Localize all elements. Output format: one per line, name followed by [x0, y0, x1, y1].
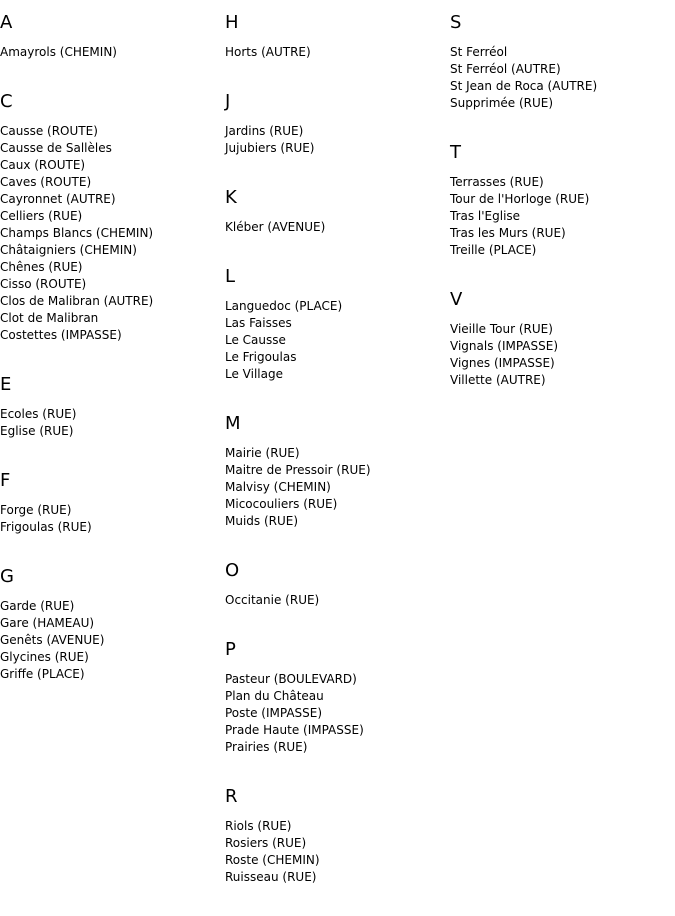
street-list: [0, 502, 225, 536]
street-list: [450, 44, 675, 112]
street-item: Jujubiers (RUE): [225, 141, 315, 155]
street-item: Clot de Malibran: [0, 311, 99, 325]
street-item: Clos de Malibran (AUTRE): [0, 294, 154, 308]
street-item: Ecoles (RUE): [0, 407, 77, 421]
letter-heading: J: [225, 91, 231, 112]
street-item: Tras l'Eglise: [450, 209, 521, 223]
street-item: Vignals (IMPASSE): [450, 339, 559, 353]
street-list: [0, 123, 225, 344]
street-item: Chênes (RUE): [0, 260, 83, 274]
street-item: Glycines (RUE): [0, 650, 89, 664]
letter-group: [225, 266, 450, 383]
street-item: Treille (PLACE): [450, 243, 537, 257]
street-item: St Ferréol: [450, 45, 508, 59]
street-item: Roste (CHEMIN): [225, 853, 320, 867]
street-item: Causse de Sallèles: [0, 141, 112, 155]
letter-heading: E: [0, 374, 12, 395]
street-item: Villette (AUTRE): [450, 373, 546, 387]
letter-group: [225, 413, 450, 530]
letter-heading: R: [225, 786, 238, 807]
index-column-1: [0, 12, 225, 713]
letter-heading: M: [225, 413, 241, 434]
street-item: Amayrols (CHEMIN): [0, 45, 117, 59]
street-item: Cayronnet (AUTRE): [0, 192, 116, 206]
letter-group: [0, 91, 225, 344]
letter-heading: C: [0, 91, 13, 112]
street-item: Rosiers (RUE): [225, 836, 307, 850]
letter-heading: A: [0, 12, 13, 33]
street-item: Forge (RUE): [0, 503, 72, 517]
letter-heading: S: [450, 12, 462, 33]
street-list: [0, 44, 225, 61]
street-item: Mairie (RUE): [225, 446, 300, 460]
street-item: Kléber (AVENUE): [225, 220, 326, 234]
street-list: [0, 598, 225, 683]
letter-heading: F: [0, 470, 11, 491]
street-item: Le Causse: [225, 333, 286, 347]
street-item: Prade Haute (IMPASSE): [225, 723, 364, 737]
letter-group: [0, 374, 225, 440]
street-list: [0, 406, 225, 440]
street-item: Griffe (PLACE): [0, 667, 85, 681]
street-list: [225, 592, 450, 609]
letter-heading: V: [450, 289, 463, 310]
street-list: [225, 445, 450, 530]
street-item: Maitre de Pressoir (RUE): [225, 463, 371, 477]
street-item: Malvisy (CHEMIN): [225, 480, 331, 494]
street-list: [225, 44, 450, 61]
letter-group: [225, 187, 450, 236]
street-item: Occitanie (RUE): [225, 593, 320, 607]
street-item: Le Frigoulas: [225, 350, 297, 364]
street-item: Garde (RUE): [0, 599, 75, 613]
street-item: Ruisseau (RUE): [225, 870, 317, 884]
letter-group: [450, 289, 675, 389]
street-item: Languedoc (PLACE): [225, 299, 343, 313]
letter-heading: G: [0, 566, 14, 587]
letter-heading: P: [225, 639, 236, 660]
letter-group: [225, 12, 450, 61]
street-item: Châtaigniers (CHEMIN): [0, 243, 137, 257]
street-item: Riols (RUE): [225, 819, 292, 833]
index-column-3: [450, 12, 675, 419]
street-item: Frigoulas (RUE): [0, 520, 92, 534]
street-item: Champs Blancs (CHEMIN): [0, 226, 154, 240]
street-list: [225, 298, 450, 383]
street-item: Vignes (IMPASSE): [450, 356, 555, 370]
street-item: Eglise (RUE): [0, 424, 74, 438]
letter-group: [0, 470, 225, 536]
street-item: Prairies (RUE): [225, 740, 308, 754]
street-item: Genêts (AVENUE): [0, 633, 105, 647]
street-item: Horts (AUTRE): [225, 45, 311, 59]
letter-group: [450, 12, 675, 112]
letter-group: [225, 560, 450, 609]
street-item: Vieille Tour (RUE): [450, 322, 553, 336]
letter-group: [450, 142, 675, 259]
street-item: Supprimée (RUE): [450, 96, 554, 110]
street-item: Muids (RUE): [225, 514, 299, 528]
street-list: [225, 818, 450, 886]
letter-group: [0, 12, 225, 61]
street-item: Caves (ROUTE): [0, 175, 92, 189]
street-item: Terrasses (RUE): [450, 175, 544, 189]
street-item: Las Faisses: [225, 316, 292, 330]
street-item: Costettes (IMPASSE): [0, 328, 122, 342]
letter-group: [0, 566, 225, 683]
street-item: Tour de l'Horloge (RUE): [450, 192, 590, 206]
street-item: Gare (HAMEAU): [0, 616, 95, 630]
street-list: [225, 671, 450, 756]
street-item: Pasteur (BOULEVARD): [225, 672, 357, 686]
street-list: [450, 321, 675, 389]
street-list: [450, 174, 675, 259]
letter-heading: L: [225, 266, 236, 287]
index-column-2: [225, 12, 450, 916]
letter-heading: T: [450, 142, 461, 163]
letter-heading: K: [225, 187, 237, 208]
street-item: Cisso (ROUTE): [0, 277, 87, 291]
street-item: Tras les Murs (RUE): [450, 226, 566, 240]
letter-group: [225, 786, 450, 886]
letter-heading: H: [225, 12, 239, 33]
letter-group: [225, 639, 450, 756]
street-item: Micocouliers (RUE): [225, 497, 338, 511]
street-item: Poste (IMPASSE): [225, 706, 323, 720]
street-item: Plan du Château: [225, 689, 324, 703]
street-item: Caux (ROUTE): [0, 158, 86, 172]
street-item: Le Village: [225, 367, 283, 381]
street-item: St Jean de Roca (AUTRE): [450, 79, 598, 93]
street-item: Jardins (RUE): [225, 124, 304, 138]
street-list: [225, 219, 450, 236]
letter-heading: O: [225, 560, 240, 581]
street-list: [225, 123, 450, 157]
street-item: St Ferréol (AUTRE): [450, 62, 561, 76]
street-item: Celliers (RUE): [0, 209, 83, 223]
letter-group: [225, 91, 450, 157]
street-item: Causse (ROUTE): [0, 124, 98, 138]
